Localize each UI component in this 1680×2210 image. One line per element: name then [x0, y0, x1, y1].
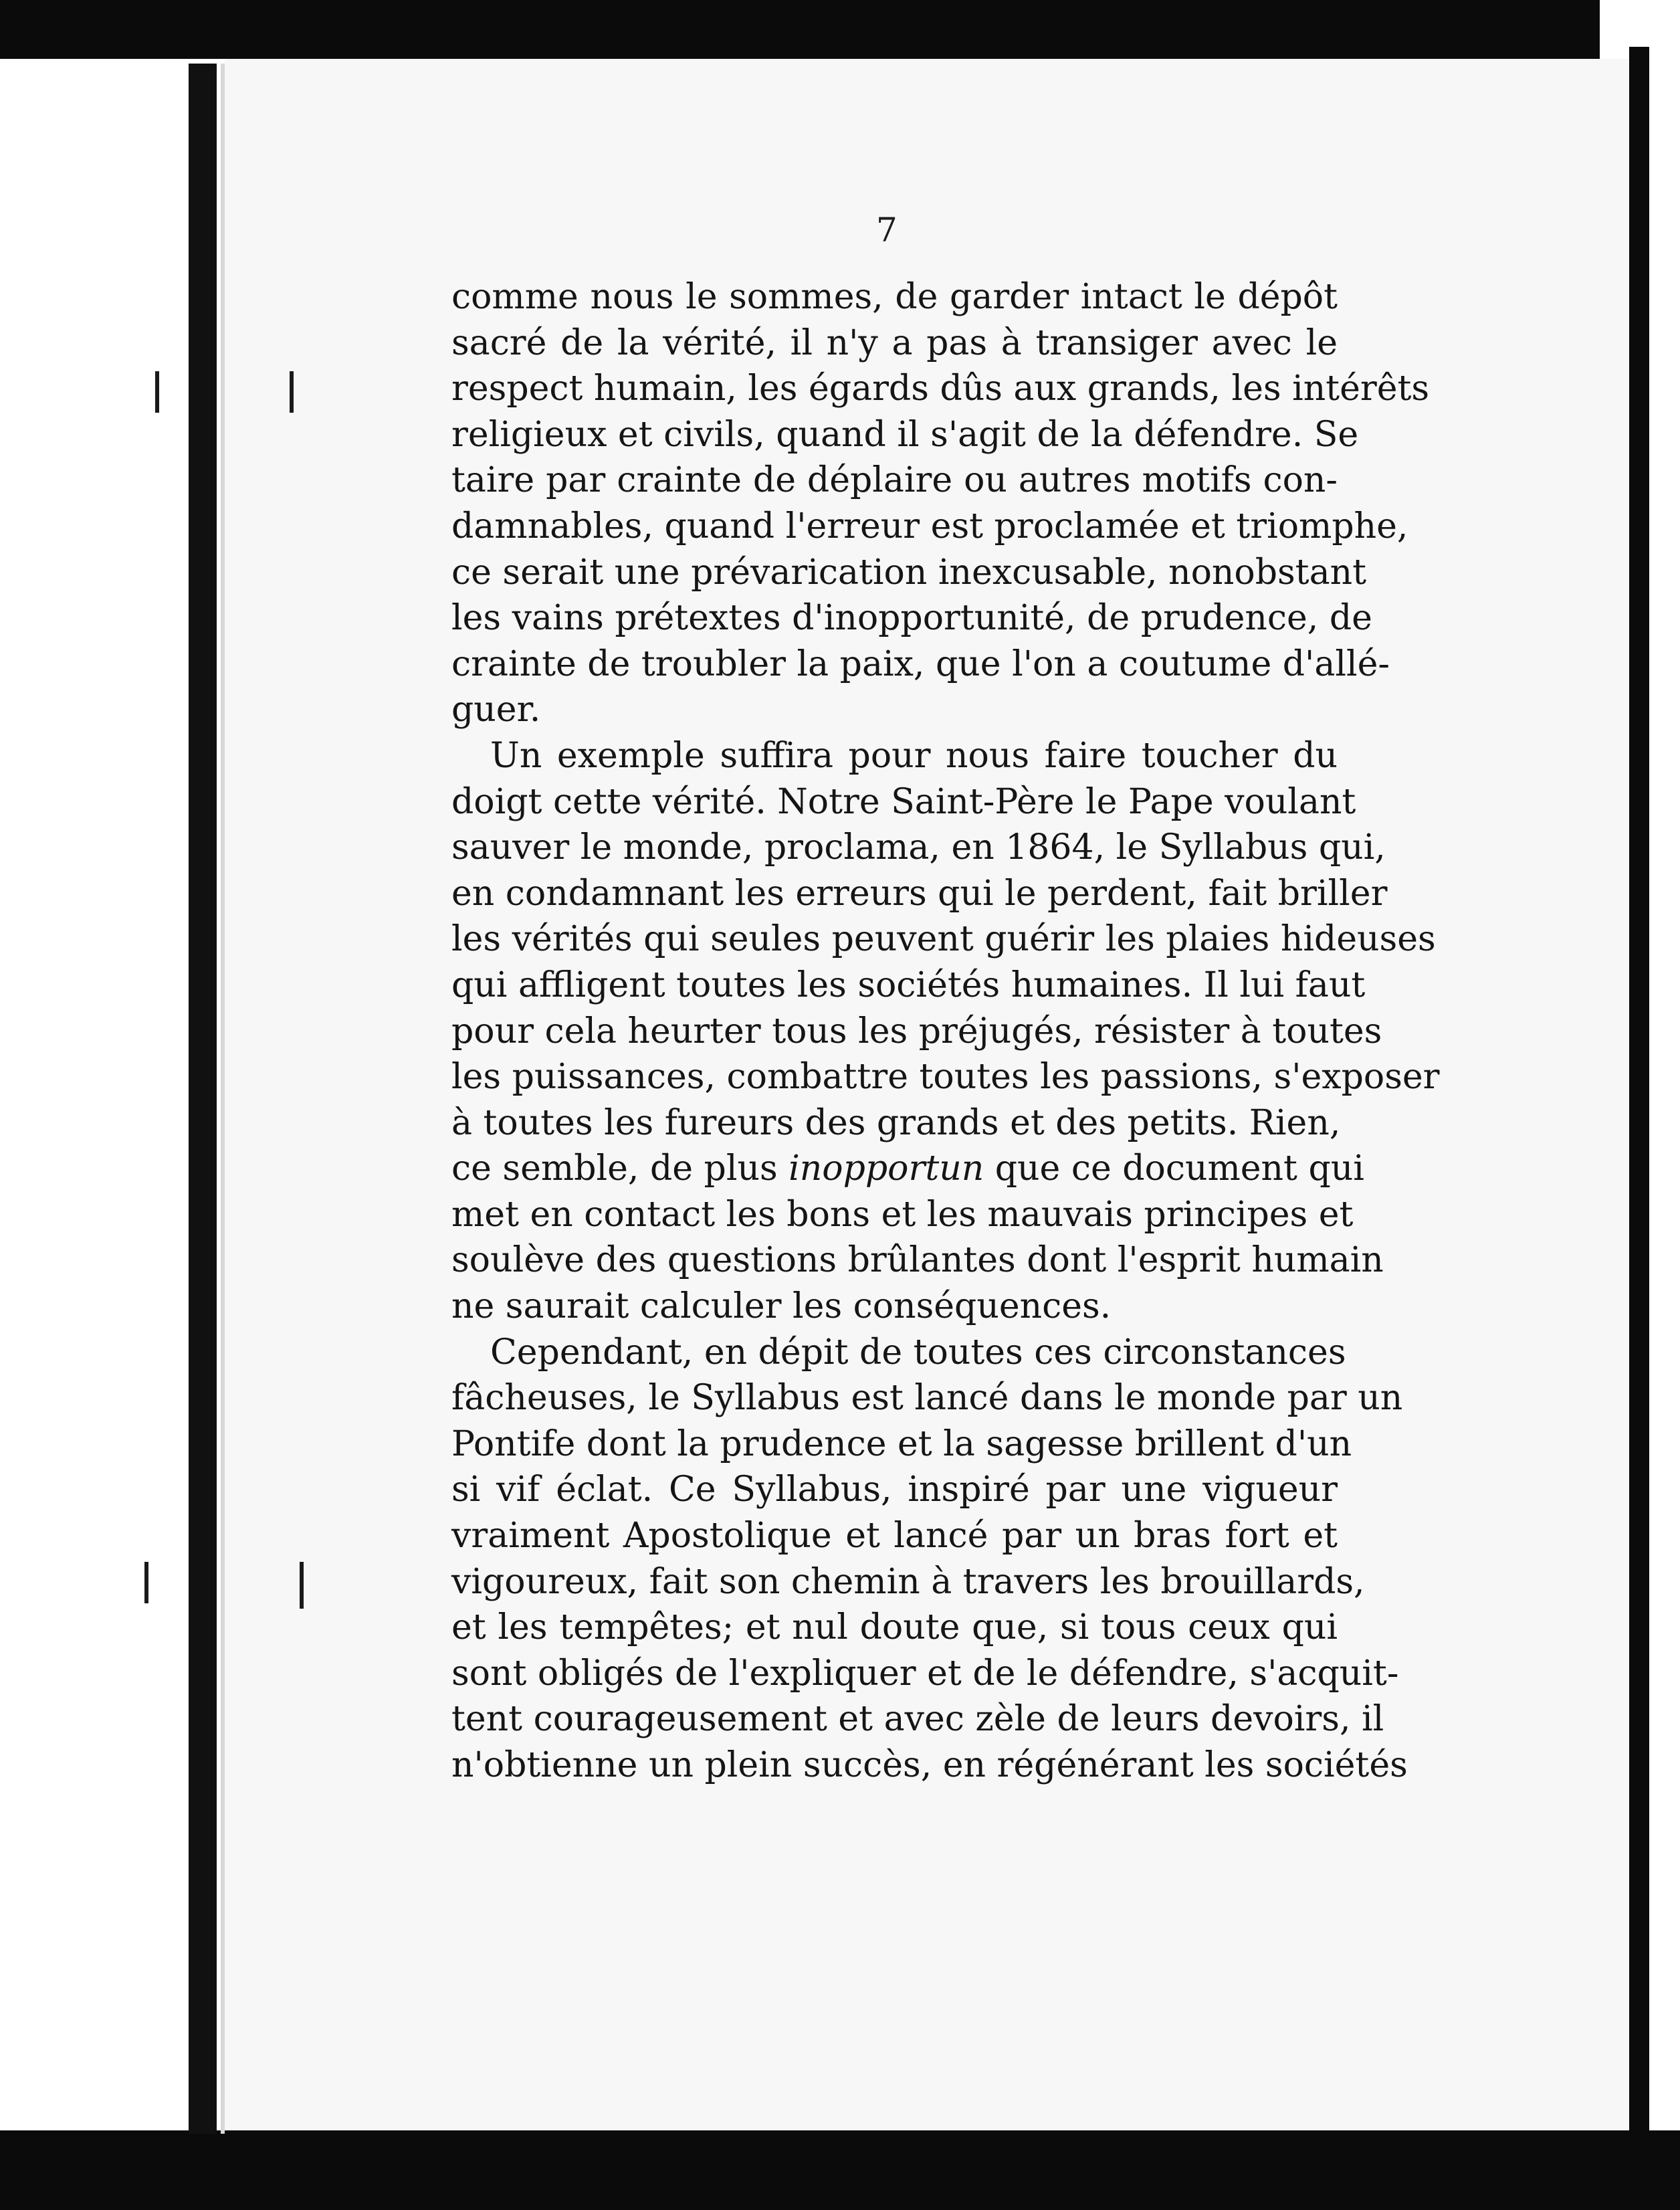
scan-right-border	[1629, 47, 1649, 2140]
text-line: Pontife dont la prudence et la sagesse brillent d'un	[451, 1423, 1352, 1464]
text-line: taire par crainte de déplaire ou autres motifs con-	[451, 460, 1338, 501]
text-line: tent courageusement et avec zèle de leurs devoirs, il	[451, 1699, 1384, 1740]
page-left-edge	[189, 64, 217, 2134]
text-line: respect humain, les égards dûs aux grands, les intérêts	[451, 369, 1430, 409]
text-line: Cependant, en dépit de toutes ces circonstances	[490, 1332, 1346, 1373]
text-line: comme nous le sommes, de garder intact le dépôt	[451, 277, 1338, 317]
text-segment: que ce document qui	[994, 1148, 1364, 1189]
scan-bottom-border	[0, 2130, 1680, 2210]
text-line: les vérités qui seules peuvent guérir les plaies hideuses	[451, 919, 1436, 960]
text-line: religieux et civils, quand il s'agit de la défendre. Se	[451, 414, 1359, 455]
text-line: si vif éclat. Ce Syllabus, inspiré par une vigueur	[451, 1470, 1338, 1510]
margin-tick-mark	[155, 371, 159, 413]
text-line: vraiment Apostolique et lancé par un bras fort et	[451, 1516, 1338, 1556]
margin-tick-mark	[144, 1562, 148, 1603]
margin-tick-mark	[290, 371, 294, 413]
text-line: les vains prétextes d'inopportunité, de prudence, de	[451, 598, 1372, 639]
text-line-with-italic	[451, 1146, 1364, 1192]
text-line: les puissances, combattre toutes les passions, s'exposer	[451, 1057, 1440, 1098]
text-line: fâcheuses, le Syllabus est lancé dans le monde par un	[451, 1378, 1403, 1419]
text-line: met en contact les bons et les mauvais principes et	[451, 1194, 1354, 1235]
text-line: soulève des questions brûlantes dont l'esprit humain	[451, 1240, 1384, 1281]
text-line: sacré de la vérité, il n'y a pas à transiger avec le	[451, 322, 1338, 363]
scan-top-border	[0, 0, 1680, 59]
text-line: guer.	[451, 690, 541, 730]
text-line: n'obtienne un plein succès, en régénérant les sociétés	[451, 1745, 1408, 1785]
page-number: 7	[876, 211, 898, 249]
text-line: sont obligés de l'expliquer et de le défendre, s'acquit-	[451, 1653, 1399, 1694]
text-line: vigoureux, fait son chemin à travers les brouillards,	[451, 1561, 1365, 1602]
text-line: pour cela heurter tous les préjugés, résister à toutes	[451, 1011, 1382, 1051]
text-line: doigt cette vérité. Notre Saint-Père le Pape voulant	[451, 781, 1356, 822]
text-line: ce serait une prévarication inexcusable, nonobstant	[451, 552, 1366, 593]
text-line: sauver le monde, proclama, en 1864, le Syllabus qui,	[451, 827, 1386, 868]
body-text	[451, 274, 1440, 1789]
text-segment: ce semble, de plus	[451, 1148, 778, 1189]
italic-word: inopportun	[789, 1148, 984, 1189]
text-line: ne saurait calculer les conséquences.	[451, 1286, 1112, 1327]
text-line: crainte de troubler la paix, que l'on a coutume d'allé-	[451, 643, 1390, 684]
text-line: Un exemple suffira pour nous faire toucher du	[490, 735, 1338, 776]
text-line: et les tempêtes; et nul doute que, si tous ceux qui	[451, 1607, 1338, 1648]
text-line: damnables, quand l'erreur est proclamée et triomphe,	[451, 506, 1408, 546]
text-line: en condamnant les erreurs qui le perdent, fait briller	[451, 873, 1388, 914]
text-line: qui affligent toutes les sociétés humaines. Il lui faut	[451, 965, 1366, 1005]
text-line: à toutes les fureurs des grands et des petits. Rien,	[451, 1102, 1341, 1143]
margin-tick-mark	[300, 1562, 304, 1609]
